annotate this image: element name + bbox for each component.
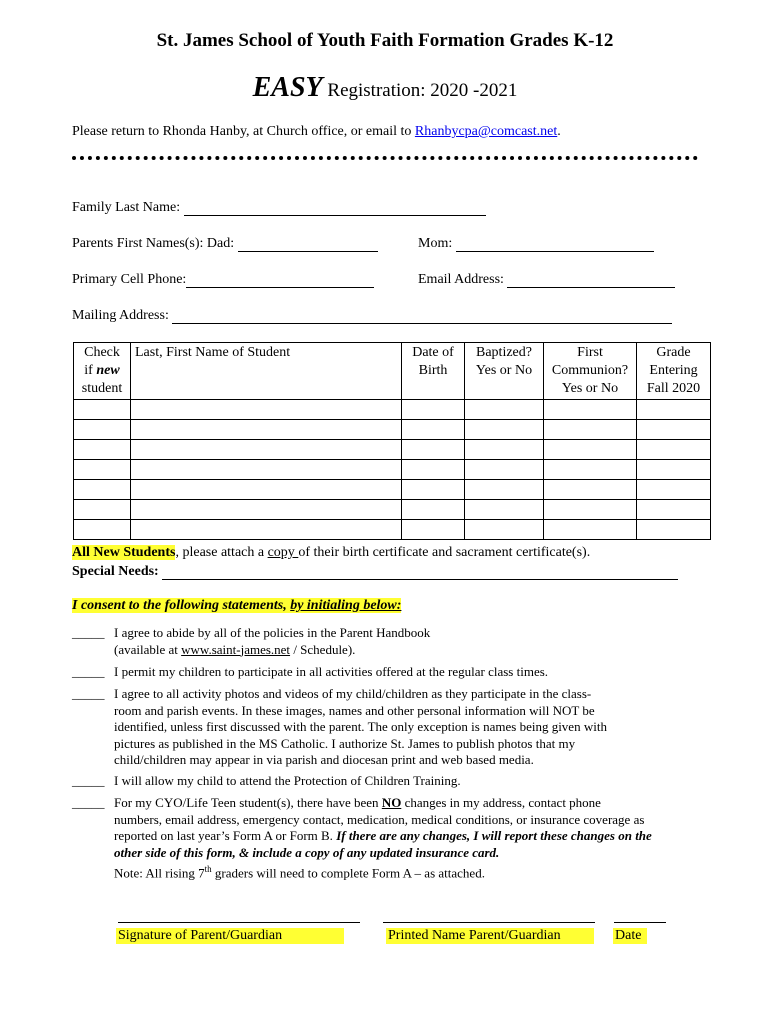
communion-cell[interactable] <box>544 500 637 520</box>
grade-cell[interactable] <box>637 420 711 440</box>
name-cell[interactable] <box>131 520 402 540</box>
grade-header-1: Grade <box>656 345 691 360</box>
grade-cell[interactable] <box>637 440 711 460</box>
baptized-cell[interactable] <box>465 440 544 460</box>
check-cell[interactable] <box>74 400 131 420</box>
communion-cell[interactable] <box>544 480 637 500</box>
email-address-field[interactable] <box>507 273 675 288</box>
name-cell[interactable] <box>131 440 402 460</box>
rising-note-sup: th <box>204 864 212 874</box>
initial-blank[interactable]: _____ <box>72 664 105 679</box>
name-cell[interactable] <box>131 480 402 500</box>
check-cell[interactable] <box>74 480 131 500</box>
consent-heading-text: I consent to the following statements, <box>72 598 291 613</box>
student-table-header <box>74 343 711 400</box>
dob-header-2: Birth <box>418 363 448 378</box>
new-students-text-rest: of their birth certificate and sacrament certificate(s). <box>298 545 591 560</box>
dob-cell[interactable] <box>402 460 465 480</box>
grade-cell[interactable] <box>637 480 711 500</box>
mailing-address-row <box>72 308 672 324</box>
handbook-schedule: / Schedule). <box>290 641 356 657</box>
student-table <box>73 342 711 540</box>
dob-cell[interactable] <box>402 480 465 500</box>
communion-cell[interactable] <box>544 400 637 420</box>
check-cell[interactable] <box>74 500 131 520</box>
special-needs-row <box>72 564 678 580</box>
consent-heading <box>72 598 401 614</box>
email-link[interactable]: Rhanbycpa@comcast.net <box>414 124 558 139</box>
cyo-text: For my CYO/Life Teen student(s), there have been <box>114 795 382 810</box>
baptized-header <box>465 343 544 400</box>
cell-phone-label: Primary Cell Phone: <box>72 272 187 287</box>
initial-blank[interactable]: _____ <box>72 773 105 788</box>
mom-row <box>418 236 654 252</box>
table-row[interactable] <box>74 420 711 440</box>
baptized-cell[interactable] <box>465 460 544 480</box>
communion-cell[interactable] <box>544 420 637 440</box>
dob-cell[interactable] <box>402 400 465 420</box>
new-students-note <box>72 545 590 561</box>
check-new-header <box>74 343 131 400</box>
family-last-name-label: Family Last Name: <box>72 200 181 215</box>
table-row[interactable] <box>74 460 711 480</box>
parents-dad-row <box>72 236 378 252</box>
handbook-text: I agree to abide by all of the policies in the Parent Handbook <box>114 625 431 640</box>
check-header-new: new <box>96 363 120 378</box>
special-needs-label: Special Needs: <box>72 564 159 579</box>
family-last-name-field[interactable] <box>184 201 486 216</box>
consent-item-text: I agree to all activity photos and videos of my child/children as they participate in the class- room and parish events. In these images, names and other personal information will NOT be identified, unless first discussed with the parent. The only exception is names being given with pictures as published in the MS Catholic. I authorize St. James to publish photos that my child/children may appear in via parish and diocesan print and web based media. <box>114 686 607 767</box>
family-last-name-row <box>72 200 486 216</box>
cell-phone-row <box>72 272 374 288</box>
date-label: Date <box>613 928 647 944</box>
communion-header <box>544 343 637 400</box>
grade-cell[interactable] <box>637 500 711 520</box>
grade-cell[interactable] <box>637 520 711 540</box>
dad-name-field[interactable] <box>238 237 378 252</box>
special-needs-field[interactable] <box>162 565 678 580</box>
consent-item-text: I permit my children to participate in all activities offered at the regular class times. <box>114 664 549 679</box>
name-cell[interactable] <box>131 500 402 520</box>
mom-name-field[interactable] <box>456 237 654 252</box>
parents-dad-label: Parents First Names(s): Dad: <box>72 236 235 251</box>
baptized-cell[interactable] <box>465 420 544 440</box>
mom-label: Mom: <box>418 236 453 251</box>
signature-line[interactable] <box>118 922 360 923</box>
no-emphasis: NO <box>381 795 402 810</box>
initial-blank[interactable]: _____ <box>72 795 105 810</box>
baptized-cell[interactable] <box>465 520 544 540</box>
check-header-line2a: if <box>84 363 97 378</box>
grade-cell[interactable] <box>637 400 711 420</box>
check-cell[interactable] <box>74 420 131 440</box>
dob-cell[interactable] <box>402 500 465 520</box>
consent-item-text: I will allow my child to attend the Protection of Children Training. <box>114 773 461 788</box>
new-students-highlight: All New Students <box>72 545 176 560</box>
communion-header-1: First <box>577 345 603 360</box>
mailing-address-label: Mailing Address: <box>72 308 169 323</box>
dob-cell[interactable] <box>402 520 465 540</box>
grade-cell[interactable] <box>637 460 711 480</box>
communion-cell[interactable] <box>544 440 637 460</box>
table-row[interactable] <box>74 480 711 500</box>
return-text: Please return to Rhonda Hanby, at Church office, or email to <box>72 124 415 139</box>
rising-note: Note: All rising 7 <box>114 865 205 881</box>
table-row[interactable] <box>74 500 711 520</box>
name-header: Last, First Name of Student <box>131 343 402 400</box>
communion-header-3: Yes or No <box>561 381 619 396</box>
baptized-cell[interactable] <box>465 480 544 500</box>
registration-year: Registration: 2020 -2021 <box>322 80 518 101</box>
copy-underlined: copy <box>267 545 299 560</box>
check-cell[interactable] <box>74 460 131 480</box>
printed-name-line[interactable] <box>383 922 595 923</box>
initial-blank[interactable]: _____ <box>72 686 105 701</box>
table-row[interactable] <box>74 520 711 540</box>
grade-header-3: Fall 2020 <box>646 381 701 396</box>
initial-blank[interactable]: _____ <box>72 625 105 640</box>
grade-header <box>637 343 711 400</box>
dob-cell[interactable] <box>402 440 465 460</box>
table-row[interactable] <box>74 400 711 420</box>
dob-header-1: Date of <box>412 345 454 360</box>
name-cell[interactable] <box>131 460 402 480</box>
check-header-line3: student <box>81 381 123 396</box>
website-link[interactable]: www.saint-james.net <box>181 641 291 657</box>
check-header-line1: Check <box>84 345 120 360</box>
consent-item-text <box>114 795 754 882</box>
communion-cell[interactable] <box>544 460 637 480</box>
cell-phone-field[interactable] <box>186 273 374 288</box>
grade-header-2: Entering <box>649 363 698 378</box>
communion-header-2: Communion? <box>551 363 629 378</box>
check-cell[interactable] <box>74 520 131 540</box>
name-cell[interactable] <box>131 400 402 420</box>
consent-heading-highlight <box>72 598 401 613</box>
baptized-cell[interactable] <box>465 400 544 420</box>
email-row <box>418 272 675 288</box>
mailing-address-field[interactable] <box>172 309 672 324</box>
consent-item-text <box>114 625 754 658</box>
new-students-text: , please attach a <box>175 545 268 560</box>
dotted-divider <box>72 156 698 160</box>
date-line[interactable] <box>614 922 666 923</box>
check-cell[interactable] <box>74 440 131 460</box>
signature-label: Signature of Parent/Guardian <box>116 928 344 944</box>
easy-label: EASY <box>252 72 323 103</box>
name-cell[interactable] <box>131 420 402 440</box>
handbook-available: (available at <box>114 641 182 657</box>
form-subtitle <box>0 72 770 104</box>
table-row[interactable] <box>74 440 711 460</box>
dob-cell[interactable] <box>402 420 465 440</box>
baptized-cell[interactable] <box>465 500 544 520</box>
printed-name-label: Printed Name Parent/Guardian <box>386 928 594 944</box>
baptized-header-1: Baptized? <box>476 345 532 360</box>
baptized-header-2: Yes or No <box>475 363 533 378</box>
cyo-changes-bold: If there are any changes, I will report these changes on the other side of this form, & include a copy of any updated insurance card. <box>114 828 652 860</box>
cyo-text-cont: changes in my address, contact phone numbers, email address, emergency contact, medication, medical conditions, or insurance coverage as reported on last year’s Form A or Form B. <box>114 795 645 843</box>
email-address-label: Email Address: <box>418 272 504 287</box>
return-suffix: . <box>557 124 561 139</box>
consent-heading-underlined: by initialing below: <box>290 598 402 613</box>
communion-cell[interactable] <box>544 520 637 540</box>
rising-note-rest: graders will need to complete Form A – as attached. <box>211 865 485 881</box>
return-instructions <box>72 124 561 140</box>
form-title: St. James School of Youth Faith Formation Grades K-12 <box>156 30 614 51</box>
dob-header <box>402 343 465 400</box>
